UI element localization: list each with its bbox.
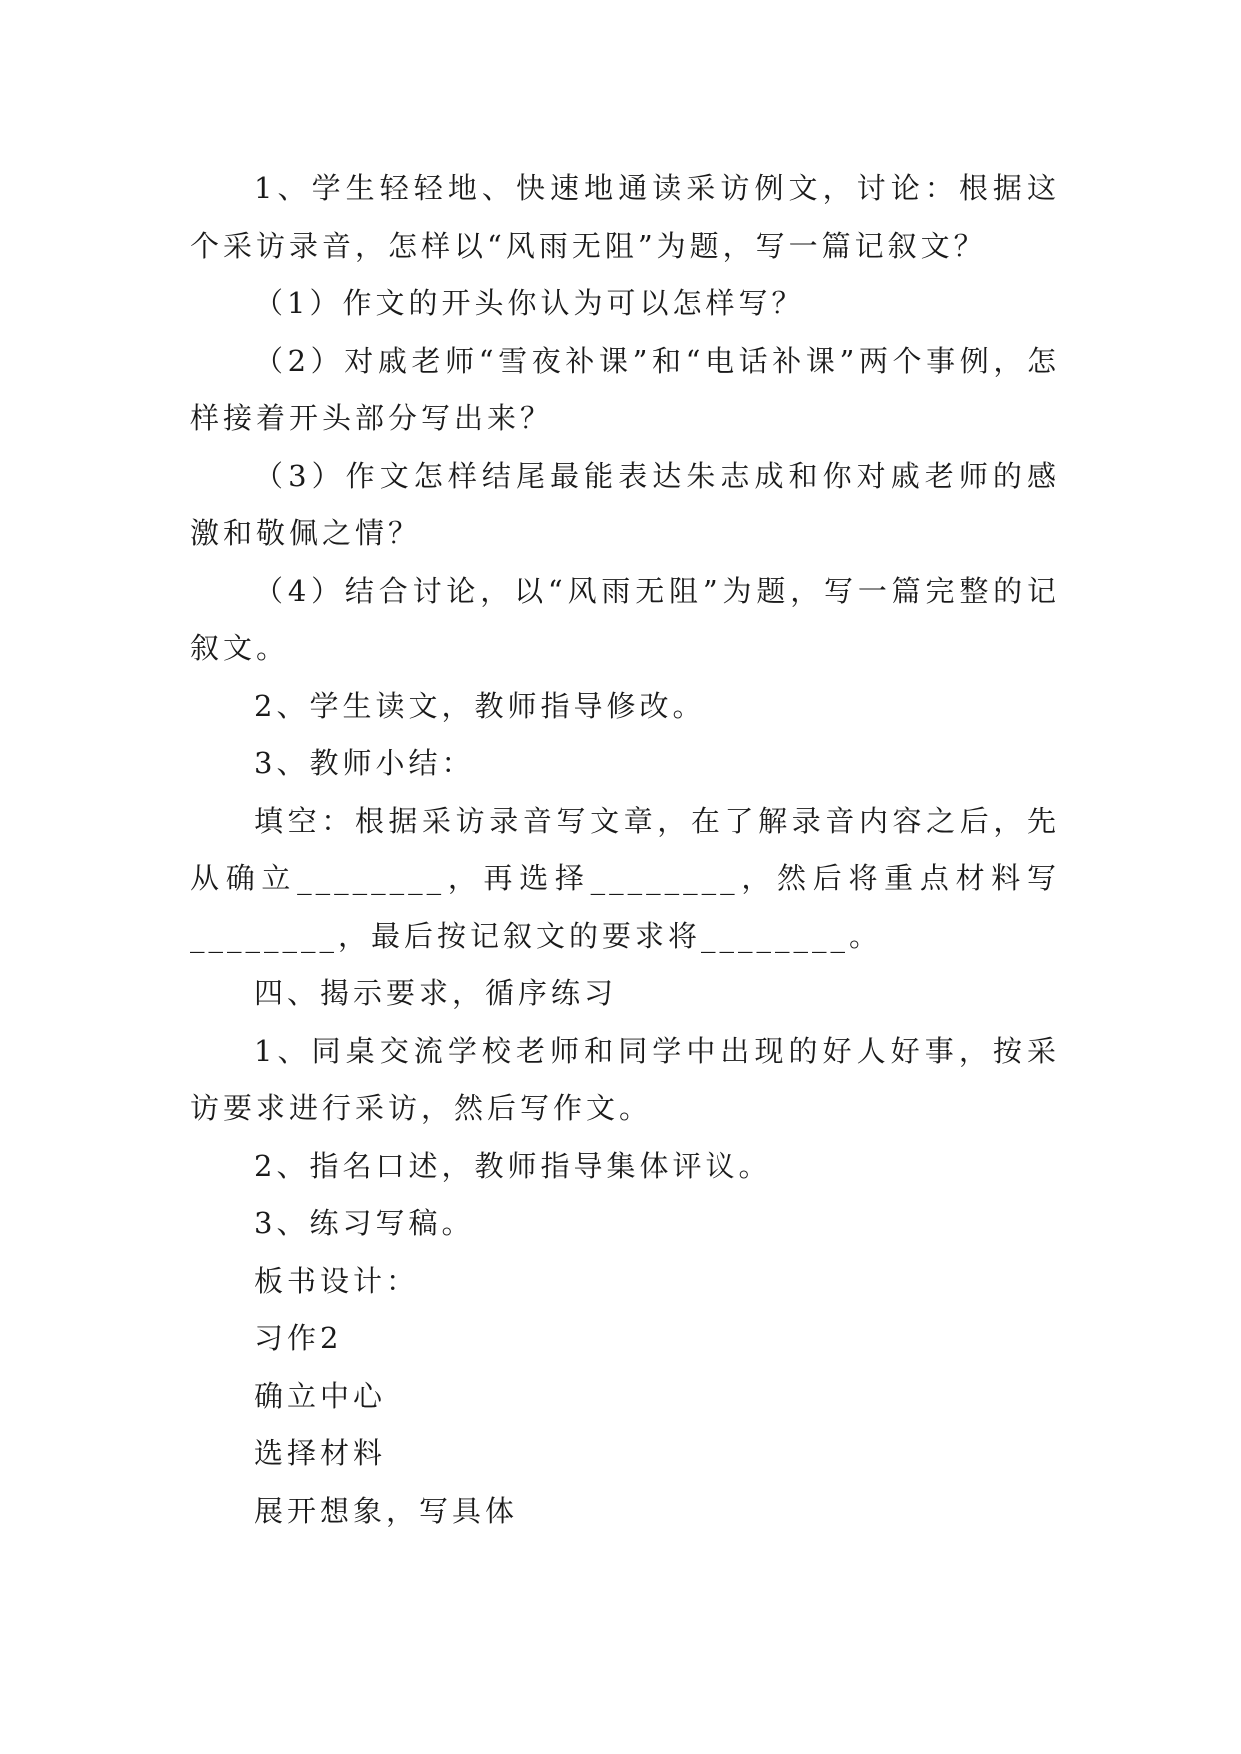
paragraph-step-3: 3、教师小结： [254, 746, 475, 780]
paragraph-question-2: （2）对戚老师“雪夜补课”和“电话补课”两个事例，怎样接着开头部分写出来？ [190, 343, 1060, 435]
board-item-imagination: 展开想象，写具体 [254, 1493, 519, 1528]
board-item-material: 选择材料 [254, 1436, 387, 1470]
paragraph-practice-2: 2、指名口述，教师指导集体评议。 [254, 1148, 772, 1183]
paragraph-practice-3: 3、练习写稿。 [254, 1206, 475, 1240]
paragraph-question-1: （1）作文的开头你认为可以怎样写？ [254, 286, 805, 320]
document-body [190, 160, 1060, 1540]
paragraph-question-3: （3）作文怎样结尾最能表达朱志成和你对戚老师的感激和敬佩之情？ [190, 458, 1060, 550]
board-item-center: 确立中心 [254, 1378, 387, 1413]
paragraph-fill-in-blank: 填空：根据采访录音写文章，在了解录音内容之后，先从确立________，再选择________，然后将重点材料写________，最后按记叙文的要求将________。 [190, 803, 1060, 953]
board-design-label: 板书设计： [254, 1263, 420, 1298]
paragraph-step-2: 2、学生读文，教师指导修改。 [254, 688, 706, 723]
paragraph-practice-1: 1、同桌交流学校老师和同学中出现的好人好事，按采访要求进行采访，然后写作文。 [190, 1033, 1060, 1125]
section-heading-4: 四、揭示要求，循序练习 [254, 976, 618, 1010]
board-item-title: 习作2 [254, 1321, 343, 1355]
paragraph-question-4: （4）结合讨论，以“风雨无阻”为题，写一篇完整的记叙文。 [190, 573, 1060, 665]
paragraph-discussion: 1、学生轻轻地、快速地通读采访例文，讨论：根据这个采访录音，怎样以“风雨无阻”为题，写一篇记叙文？ [190, 171, 1060, 263]
